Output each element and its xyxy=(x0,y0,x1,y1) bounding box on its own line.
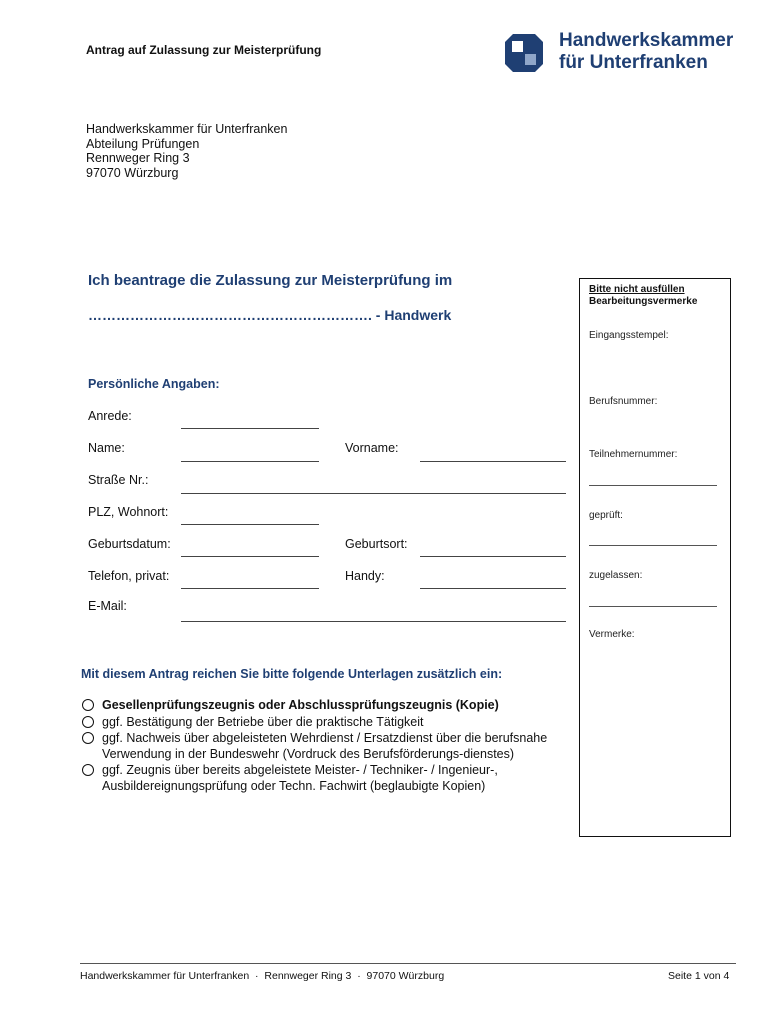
checklist-item xyxy=(80,698,560,714)
salutation-label: Anrede: xyxy=(88,409,132,423)
email-field[interactable] xyxy=(181,621,566,622)
chamber-logo-icon xyxy=(503,32,545,74)
form-title: Antrag auf Zulassung zur Meisterprüfung xyxy=(86,43,322,57)
checklist-item xyxy=(80,715,560,731)
first-name-field[interactable] xyxy=(420,461,566,462)
office-use-box xyxy=(579,278,731,837)
street-label: Straße Nr.: xyxy=(88,473,149,487)
mobile-field[interactable] xyxy=(420,588,566,589)
name-field[interactable] xyxy=(181,461,319,462)
city-field[interactable] xyxy=(181,524,319,525)
logo-line-1: Handwerkskammer xyxy=(559,30,734,51)
salutation-field[interactable] xyxy=(181,428,319,429)
office-use-title: Bearbeitungsvermerke xyxy=(589,295,698,307)
remarks-label: Vermerke: xyxy=(589,629,635,640)
checked-label: geprüft: xyxy=(589,510,623,521)
birth-place-field[interactable] xyxy=(420,556,566,557)
birth-place-label: Geburtsort: xyxy=(345,537,408,551)
admitted-field[interactable] xyxy=(589,606,717,607)
application-heading: Ich beantrage die Zulassung zur Meisterprüfung im xyxy=(88,272,453,289)
address-line-4: 97070 Würzburg xyxy=(86,165,179,180)
checklist-item xyxy=(80,763,560,794)
phone-field[interactable] xyxy=(181,588,319,589)
checklist-item xyxy=(80,731,560,762)
first-name-label: Vorname: xyxy=(345,441,399,455)
name-label: Name: xyxy=(88,441,125,455)
logo-line-2: für Unterfranken xyxy=(559,52,708,73)
trade-field[interactable]: ……………………………………………………. - Handwerk xyxy=(88,307,452,323)
address-line-3: Rennweger Ring 3 xyxy=(86,151,190,165)
trade-number-label: Berufsnummer: xyxy=(589,396,658,407)
city-label: PLZ, Wohnort: xyxy=(88,505,169,519)
page-number: Seite 1 von 4 xyxy=(668,970,730,982)
address-line-1: Handwerkskammer für Unterfranken xyxy=(86,122,288,136)
phone-label: Telefon, privat: xyxy=(88,569,170,583)
participant-number-label: Teilnehmernummer: xyxy=(589,449,678,460)
checked-field[interactable] xyxy=(589,545,717,546)
office-use-note: Bitte nicht ausfüllen xyxy=(589,284,685,295)
documents-heading: Mit diesem Antrag reichen Sie bitte folgende Unterlagen zusätzlich ein: xyxy=(81,667,503,681)
street-field[interactable] xyxy=(181,493,566,494)
checkbox-circle-icon[interactable] xyxy=(82,764,94,776)
checklist-item-label: ggf. Nachweis über abgeleisteten Wehrdienst / Ersatzdienst über die berufsnahe Verwendung in der Bundeswehr (Vordruck des Berufsförderungs-dienstes) xyxy=(102,731,548,761)
checklist-item-label: ggf. Zeugnis über bereits abgeleistete Meister- / Techniker- / Ingenieur-, Ausbildereignungsprüfung oder Techn. Fachwirt (beglaubigte Kopien) xyxy=(102,763,498,793)
recipient-address xyxy=(86,122,287,180)
address-line-2: Abteilung Prüfungen xyxy=(86,136,200,151)
birth-date-field[interactable] xyxy=(181,556,319,557)
documents-checklist xyxy=(80,698,560,795)
receipt-stamp-label: Eingangsstempel: xyxy=(589,330,669,341)
birth-date-label: Geburtsdatum: xyxy=(88,537,171,551)
participant-number-field[interactable] xyxy=(589,485,717,486)
email-label: E-Mail: xyxy=(88,599,127,613)
mobile-label: Handy: xyxy=(345,569,385,583)
checklist-item-label: ggf. Bestätigung der Betriebe über die praktische Tätigkeit xyxy=(102,714,424,729)
checkbox-circle-icon[interactable] xyxy=(82,716,94,728)
admitted-label: zugelassen: xyxy=(589,570,643,581)
chamber-logo xyxy=(503,28,743,76)
checklist-item-label: Gesellenprüfungszeugnis oder Abschlussprüfungszeugnis (Kopie) xyxy=(102,698,499,712)
checkbox-circle-icon[interactable] xyxy=(82,699,94,711)
personal-details-heading: Persönliche Angaben: xyxy=(88,377,220,391)
footer-address: Handwerkskammer für Unterfranken · Rennweger Ring 3 · 97070 Würzburg xyxy=(80,970,445,982)
footer-divider xyxy=(80,963,736,964)
checkbox-circle-icon[interactable] xyxy=(82,732,94,744)
